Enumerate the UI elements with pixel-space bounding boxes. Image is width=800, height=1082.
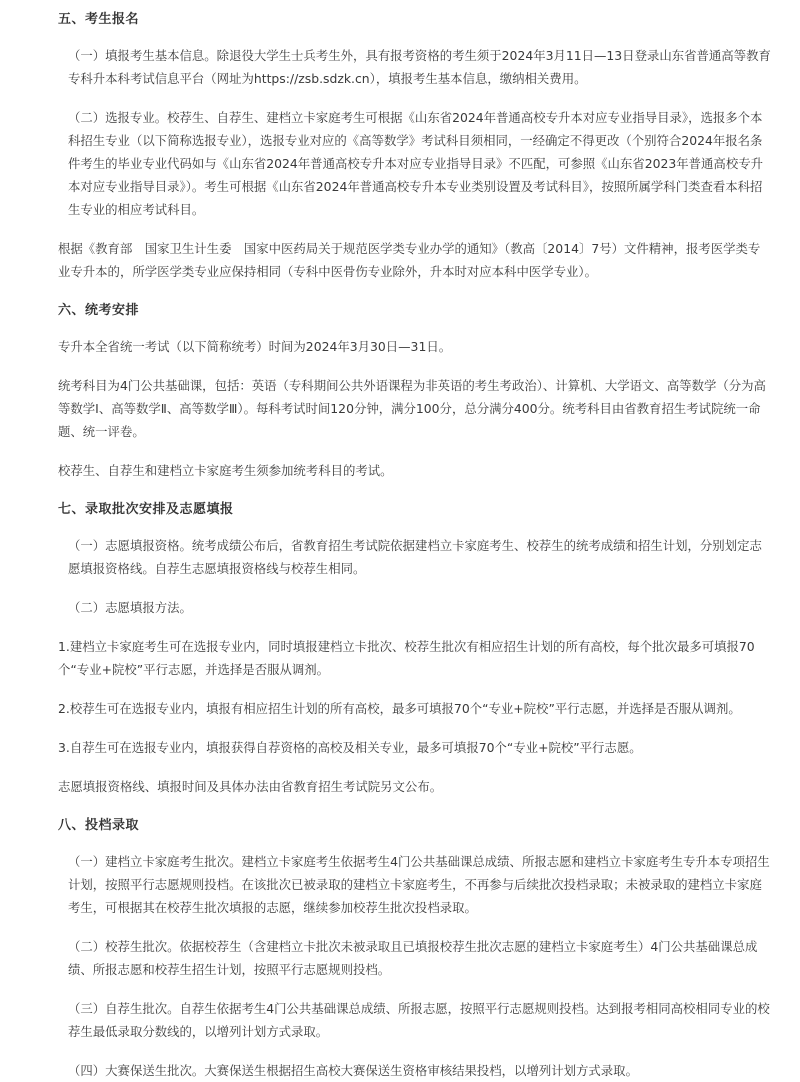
paragraph: 1.建档立卡家庭考生可在选报专业内，同时填报建档立卡批次、校荐生批次有相应招生计划的所有高校，每个批次最多可填报70个“专业+院校”平行志愿，并选择是否服从调剂。 xyxy=(58,639,755,677)
paragraph: （二）校荐生批次。依据校荐生（含建档立卡批次未被录取且已填报校荐生批次志愿的建档立卡家庭考生）4门公共基础课总成绩、所报志愿和校荐生招生计划，按照平行志愿规则投档。 xyxy=(68,939,758,977)
section-heading: 八、投档录取 xyxy=(58,818,140,833)
section-5 xyxy=(58,10,772,283)
paragraph: （二）选报专业。校荐生、自荐生、建档立卡家庭考生可根据《山东省2024年普通高校专升本对应专业指导目录》，选报多个本科招生专业（以下简称选报专业），选报专业对应的《高等数学》考试科目须相同，一经确定不得更改（个别符合2024年报名条件考生的毕业专业代码如与《山东省2024年普通高校专升本对应专业指导目录》不匹配，可参照《山东省2023年普通高校专升本对应专业指导目录》）。考生可根据《山东省2024年普通高校专升本专业类别设置及考试科目》，按照所属学科门类查看本科招生专业的相应考试科目。 xyxy=(68,110,763,217)
paragraph: （一）建档立卡家庭考生批次。建档立卡家庭考生依据考生4门公共基础课总成绩、所报志愿和建档立卡家庭考生专升本专项招生计划，按照平行志愿规则投档。在该批次已被录取的建档立卡家庭考生，不再参与后续批次投档录取；未被录取的建档立卡家庭考生，可根据其在校荐生批次填报的志愿，继续参加校荐生批次投档录取。 xyxy=(68,854,770,915)
paragraph: 校荐生、自荐生和建档立卡家庭考生须参加统考科目的考试。 xyxy=(58,463,393,478)
section-6 xyxy=(58,301,772,482)
section-heading: 七、录取批次安排及志愿填报 xyxy=(58,502,234,517)
section-7 xyxy=(58,500,772,798)
section-heading: 六、统考安排 xyxy=(58,303,140,318)
paragraph: （三）自荐生批次。自荐生依据考生4门公共基础课总成绩、所报志愿，按照平行志愿规则投档。达到报考相同高校相同专业的校荐生最低录取分数线的，以增列计划方式录取。 xyxy=(68,1001,770,1039)
paragraph: 根据《教育部 国家卫生计生委 国家中医药局关于规范医学类专业办学的通知》（教高〔2014〕7号）文件精神，报考医学类专业专升本的，所学医学类专业应保持相同（专科中医骨伤专业除外，升本时对应本科中医学专业）。 xyxy=(58,241,761,279)
section-8 xyxy=(58,816,772,1082)
paragraph: （四）大赛保送生批次。大赛保送生根据招生高校大赛保送生资格审核结果投档，以增列计划方式录取。 xyxy=(68,1063,638,1078)
paragraph: 志愿填报资格线、填报时间及具体办法由省教育招生考试院另文公布。 xyxy=(58,779,443,794)
paragraph: 统考科目为4门公共基础课，包括：英语（专科期间公共外语课程为非英语的考生考政治）、计算机、大学语文、高等数学（分为高等数学Ⅰ、高等数学Ⅱ、高等数学Ⅲ）。每科考试时间120分钟，满分100分，总分满分400分。统考科目由省教育招生考试院统一命题、统一评卷。 xyxy=(58,378,766,439)
paragraph: （二）志愿填报方法。 xyxy=(68,600,192,615)
paragraph: 2.校荐生可在选报专业内，填报有相应招生计划的所有高校，最多可填报70个“专业+院校”平行志愿，并选择是否服从调剂。 xyxy=(58,701,741,716)
paragraph: （一）志愿填报资格。统考成绩公布后，省教育招生考试院依据建档立卡家庭考生、校荐生的统考成绩和招生计划，分别划定志愿填报资格线。自荐生志愿填报资格线与校荐生相同。 xyxy=(68,538,762,576)
section-heading: 五、考生报名 xyxy=(58,12,140,27)
paragraph: 3.自荐生可在选报专业内，填报获得自荐资格的高校及相关专业，最多可填报70个“专业+院校”平行志愿。 xyxy=(58,740,642,755)
paragraph: （一）填报考生基本信息。除退役大学生士兵考生外，具有报考资格的考生须于2024年3月11日—13日登录山东省普通高等教育专科升本科考试信息平台（网址为https://zsb.sdzk.cn），填报考生基本信息，缴纳相关费用。 xyxy=(68,48,771,86)
paragraph: 专升本全省统一考试（以下简称统考）时间为2024年3月30日—31日。 xyxy=(58,339,452,354)
